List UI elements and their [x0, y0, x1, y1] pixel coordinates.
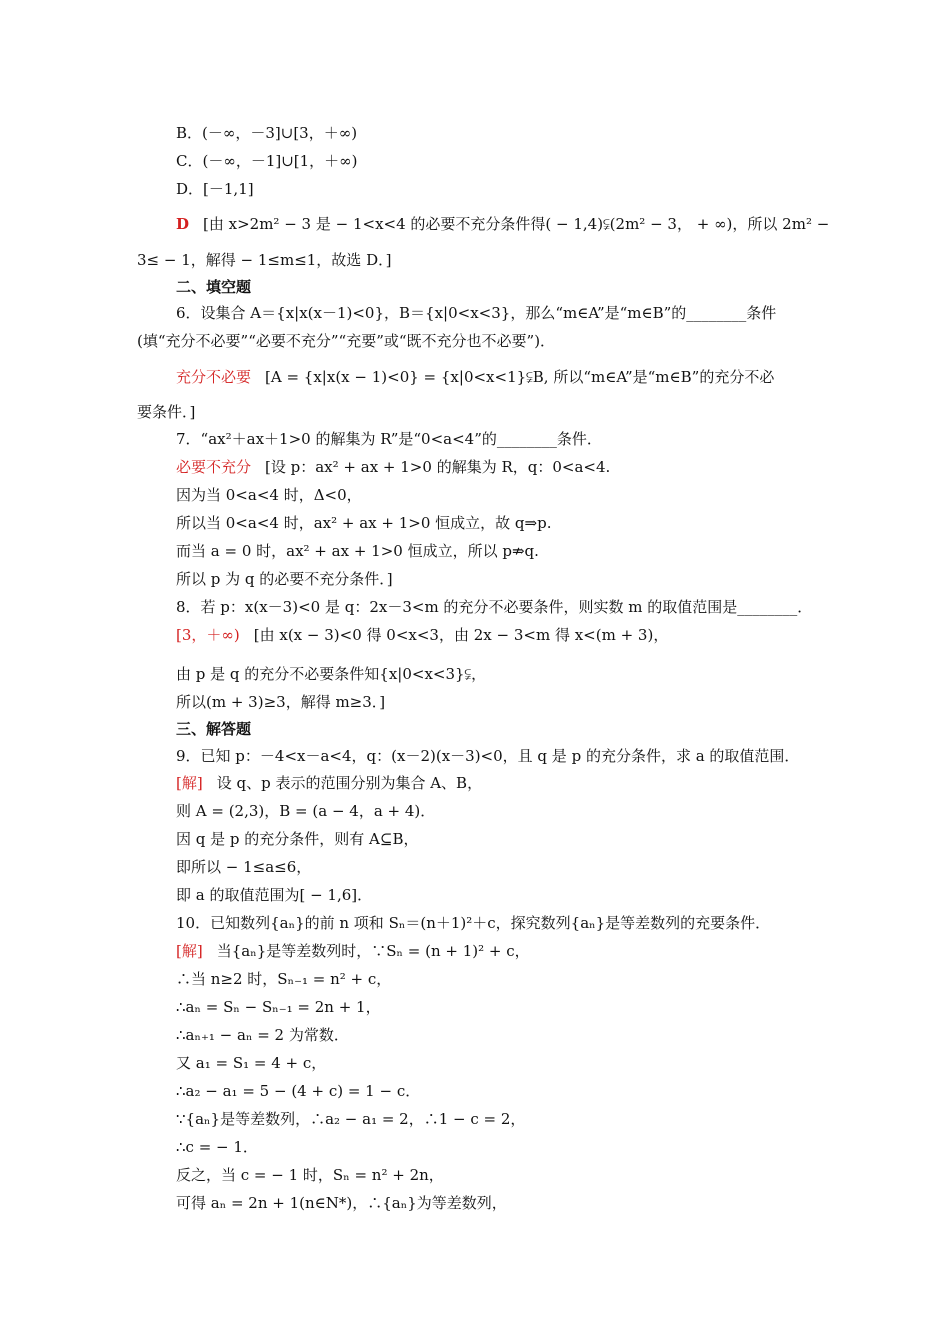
- line-text: 8．若 p：x(x－3)<0 是 q：2x－3<m 的充分不必要条件，则实数 m 的取值范围是________．: [176, 598, 813, 616]
- line-text: 因为当 0<a<4 时，Δ<0，: [176, 486, 362, 504]
- line-text: ∵{aₙ}是等差数列，∴a₂ − a₁ = 2，∴1 − c = 2，: [176, 1110, 526, 1128]
- line-text: 而当 a = 0 时，ax² + ax + 1>0 恒成立，所以 p⇏q.: [176, 542, 539, 560]
- line-text: 由 p 是 q 的充分不必要条件知{x|0<x<3}⫋，: [176, 665, 487, 683]
- text-line: [176, 513, 551, 533]
- line-text: ∴aₙ = Sₙ − Sₙ₋₁ = 2n + 1，: [176, 998, 381, 1016]
- line-text: 又 a₁ = S₁ = 4 + c，: [176, 1054, 327, 1072]
- text-line: [176, 151, 358, 171]
- text-line: [176, 1081, 420, 1101]
- line-text: 要条件．]: [137, 403, 196, 421]
- line-text: 所以(m + 3)≥3，解得 m≥3．]: [176, 693, 386, 711]
- text-line: [176, 746, 799, 766]
- line-text: 则 A = (2,3)，B = (a − 4，a + 4)．: [176, 802, 436, 820]
- line-text: 10．已知数列{aₙ}的前 n 项和 Sₙ＝(n＋1)²＋c，探究数列{aₙ}是等差数列的充要条件．: [176, 914, 771, 932]
- text-line: [176, 719, 251, 739]
- line-text: B．(－∞，－3]∪[3，＋∞): [176, 124, 358, 142]
- answer-label: [3，＋∞): [176, 626, 240, 644]
- line-text: ∴当 n≥2 时，Sₙ₋₁ = n² + c，: [176, 970, 392, 988]
- answer-label: [解]: [176, 942, 203, 960]
- line-text: 即所以 − 1≤a≤6，: [176, 858, 312, 876]
- text-line: [176, 1137, 258, 1157]
- answer-label: 必要不充分: [176, 458, 252, 476]
- line-text: 三、解答题: [176, 720, 252, 738]
- text-line: [176, 457, 610, 477]
- text-line: [176, 829, 418, 849]
- line-text: 所以当 0<a<4 时，ax² + ax + 1>0 恒成立，故 q⇒p.: [176, 514, 552, 532]
- line-text: 即 a 的取值范围为[ − 1,6]．: [176, 886, 373, 904]
- line-text: 设 q、p 表示的范围分别为集合 A、B，: [216, 774, 483, 792]
- line-text: [设 p：ax² + ax + 1>0 的解集为 R，q：0<a<4.: [265, 458, 611, 476]
- text-line: [176, 773, 482, 793]
- line-text: 6．设集合 A＝{x|x(x－1)<0}，B＝{x|0<x<3}，那么“m∈A”是“m∈B”的________条件: [176, 304, 777, 322]
- text-line: [176, 625, 668, 645]
- text-line: [176, 913, 770, 933]
- line-text: [由 x>2m² − 3 是 − 1<x<4 的必要不充分条件得( − 1,4)⫋(2m² − 3， + ∞)，所以 2m² −: [203, 215, 830, 233]
- line-text: ∴c = − 1．: [176, 1138, 258, 1156]
- text-line: [176, 1053, 326, 1073]
- text-line: [176, 969, 391, 989]
- line-text: 9．已知 p：－4<x－a<4，q：(x－2)(x－3)<0，且 q 是 p 的充分条件，求 a 的取值范围．: [176, 747, 800, 765]
- text-line: [176, 1193, 507, 1213]
- text-line: [137, 331, 555, 351]
- text-line: [176, 941, 530, 961]
- line-text: 反之，当 c = − 1 时，Sₙ = n² + 2n，: [176, 1166, 444, 1184]
- text-line: [176, 541, 539, 561]
- text-line: [176, 1109, 525, 1129]
- line-text: ∴aₙ₊₁ − aₙ = 2 为常数．: [176, 1026, 349, 1044]
- line-text: (填“充分不必要”“必要不充分”“充要”或“既不充分也不必要”)．: [137, 332, 556, 350]
- line-text: 所以 p 为 q 的必要不充分条件．]: [176, 570, 393, 588]
- text-line: [176, 485, 362, 505]
- text-line: [176, 1165, 444, 1185]
- text-line: [176, 179, 254, 199]
- answer-label: [解]: [176, 774, 203, 792]
- line-text: C．(－∞，－1]∪[1，＋∞): [176, 152, 358, 170]
- line-text: 7．“ax²＋ax＋1>0 的解集为 R”是“0<a<4”的________条件．: [176, 430, 602, 448]
- line-text: ∴a₂ − a₁ = 5 − (4 + c) = 1 − c．: [176, 1082, 421, 1100]
- text-line: [176, 857, 311, 877]
- text-line: [176, 569, 393, 589]
- answer-label: 充分不必要: [176, 368, 252, 386]
- text-line: [176, 1025, 349, 1045]
- line-text: 二、填空题: [176, 278, 252, 296]
- text-line: [176, 277, 251, 297]
- answer-label: D: [176, 215, 190, 233]
- text-line: [137, 402, 195, 422]
- text-line: [176, 692, 385, 712]
- line-text: [由 x(x − 3)<0 得 0<x<3，由 2x − 3<m 得 x<(m + 3)，: [253, 626, 669, 644]
- line-text: 当{aₙ}是等差数列时，∵Sₙ = (n + 1)² + c，: [216, 942, 530, 960]
- line-text: [A = {x|x(x − 1)<0} = {x|0<x<1}⫋B, 所以“m∈A”是“m∈B”的充分不必: [265, 368, 775, 386]
- text-line: [176, 123, 357, 143]
- line-text: 可得 aₙ = 2n + 1(n∈N*)，∴{aₙ}为等差数列，: [176, 1194, 507, 1212]
- text-line: [176, 214, 829, 234]
- line-text: 3≤ − 1，解得 − 1≤m≤1，故选 D．]: [137, 251, 392, 269]
- line-text: D．[－1,1]: [176, 180, 254, 198]
- text-line: [176, 597, 812, 617]
- text-line: [176, 801, 435, 821]
- text-line: [176, 429, 602, 449]
- text-line: [176, 664, 486, 684]
- text-line: [176, 303, 776, 323]
- line-text: 因 q 是 p 的充分条件，则有 A⊆B，: [176, 830, 419, 848]
- text-line: [176, 997, 381, 1017]
- text-line: [137, 250, 391, 270]
- text-line: [176, 885, 372, 905]
- text-line: [176, 367, 774, 387]
